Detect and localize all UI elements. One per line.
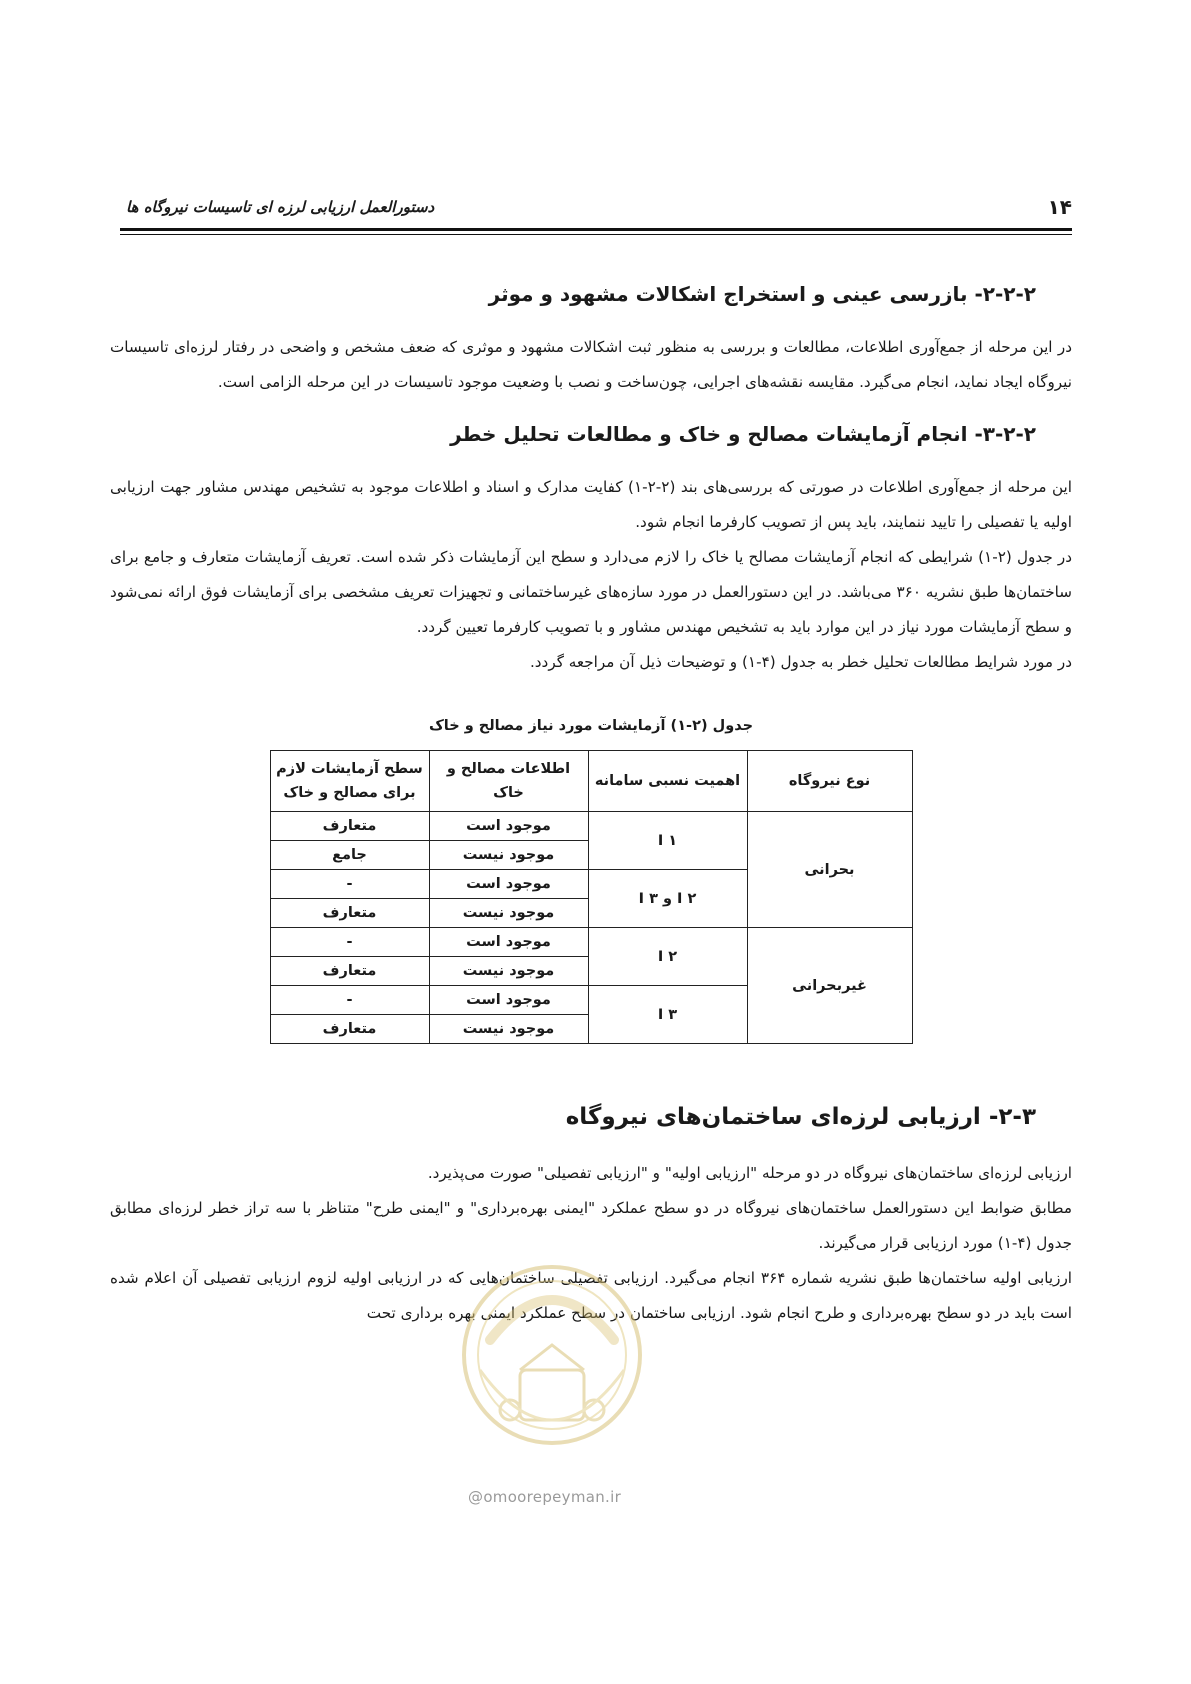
paragraph: در مورد شرایط مطالعات تحلیل خطر به جدول (۴-۱) و توضیحات ذیل آن مراجعه گردد. [529, 653, 1072, 671]
material-info-cell: موجود نیست [429, 1015, 588, 1044]
section-heading-2-2-2: ۲-۲-۲- بازرسی عینی و استخراج اشکالات مشهود و موثر [488, 282, 1036, 306]
material-info-cell: موجود است [429, 986, 588, 1015]
importance-cell: I ۲ و I ۳ [588, 870, 747, 928]
test-level-cell: - [270, 986, 429, 1015]
watermark-seal-icon [460, 1220, 645, 1490]
importance-cell: I ۱ [588, 812, 747, 870]
material-info-cell: موجود نیست [429, 899, 588, 928]
page-content [110, 270, 1072, 1331]
header-importance: اهمیت نسبی سامانه [588, 751, 747, 812]
section-heading-2-2-3: ۳-۲-۲- انجام آزمایشات مصالح و خاک و مطالعات تحلیل خطر [450, 422, 1036, 446]
table-row [270, 928, 912, 957]
test-level-cell: جامع [270, 841, 429, 870]
page-number: ۱۴ [1047, 195, 1072, 219]
header-plant-type: نوع نیروگاه [747, 751, 912, 812]
test-level-cell: متعارف [270, 812, 429, 841]
paragraph: ارزیابی اولیه ساختمان‌ها طبق نشریه شماره ۳۶۴ انجام می‌گیرد. ارزیابی تفصیلی ساختمان‌هایی که در ارزیابی اولیه لزوم ارزیابی تفصیلی آن اعلام شده است باید در دو سطح بهره‌برداری و طرح انجام شود. ارزیابی ساختمان در سطح عملکرد ایمنی بهره برداری تحت [110, 1269, 1072, 1322]
plant-type-cell: غیربحرانی [747, 928, 912, 1044]
page-header [120, 195, 1072, 220]
paragraph: مطابق ضوابط این دستورالعمل ساختمان‌های نیروگاه در دو سطح عملکرد "ایمنی بهره‌برداری" و "ایمنی طرح" متناظر با سه تراز خطر لرزه‌ای مطابق جدول (۴-۱) مورد ارزیابی قرار می‌گیرند. [110, 1199, 1072, 1252]
header-test-level: سطح آزمایشات لازم برای مصالح و خاک [270, 751, 429, 812]
header-rule [120, 228, 1072, 231]
section-heading-2-3: ۲-۳- ارزیابی لرزه‌ای ساختمان‌های نیروگاه [565, 1104, 1036, 1130]
paragraph: در جدول (۲-۱) شرایطی که انجام آزمایشات مصالح یا خاک را لازم می‌دارد و سطح این آزمایشات ذکر شده است. تعریف آزمایشات متعارف و جامع برای ساختمان‌ها طبق نشریه ۳۶۰ می‌باشد. در این دستورالعمل در مورد سازه‌های غیرساختمانی و تجهیزات تعریف مشخصی برای آزمایشات فوق ارائه نمی‌شود و سطح آزمایشات مورد نیاز در این موارد باید به تشخیص مهندس مشاور و با تصویب کارفرما تعیین گردد. [110, 548, 1073, 636]
material-info-cell: موجود است [429, 928, 588, 957]
material-info-cell: موجود نیست [429, 841, 588, 870]
running-title: دستورالعمل ارزیابی لرزه ای تاسیسات نیروگاه ها [126, 198, 435, 216]
table-caption: جدول (۲-۱) آزمایشات مورد نیاز مصالح و خاک [428, 718, 754, 734]
material-info-cell: موجود است [429, 812, 588, 841]
table-header-row [270, 751, 912, 812]
header-rule-thin [120, 234, 1072, 235]
test-level-cell: - [270, 870, 429, 899]
material-info-cell: موجود نیست [429, 957, 588, 986]
table-row [270, 812, 912, 841]
test-level-cell: متعارف [270, 899, 429, 928]
header-material-info: اطلاعات مصالح و خاک [429, 751, 588, 812]
plant-type-cell: بحرانی [747, 812, 912, 928]
importance-cell: I ۲ [588, 928, 747, 986]
test-level-cell: متعارف [270, 1015, 429, 1044]
watermark-site: @omoorepeyman.ir [468, 1488, 622, 1506]
material-info-cell: موجود است [429, 870, 588, 899]
test-level-cell: - [270, 928, 429, 957]
paragraph: در این مرحله از جمع‌آوری اطلاعات، مطالعات و بررسی به منظور ثبت اشکالات مشهود و موثری که ضعف مشخص و واضحی در رفتار لرزه‌ای تاسیسات نیروگاه ایجاد نماید، انجام می‌گیرد. مقایسه نقشه‌های اجرایی، چون‌ساخت و نصب با وضعیت موجود تاسیسات در این مرحله الزامی است. [110, 338, 1072, 391]
importance-cell: I ۳ [588, 986, 747, 1044]
paragraph: این مرحله از جمع‌آوری اطلاعات در صورتی که بررسی‌های بند (۲-۲-۱) کفایت مدارک و اسناد و اطلاعات موجود به تشخیص مهندس مشاور جهت ارزیابی اولیه یا تفصیلی را تایید ننمایند، باید پس از تصویب کارفرما انجام شود. [110, 478, 1072, 531]
paragraph: ارزیابی لرزه‌ای ساختمان‌های نیروگاه در دو مرحله "ارزیابی اولیه" و "ارزیابی تفصیلی" صورت می‌پذیرد. [427, 1164, 1072, 1182]
requirements-table [270, 750, 913, 1044]
test-level-cell: متعارف [270, 957, 429, 986]
